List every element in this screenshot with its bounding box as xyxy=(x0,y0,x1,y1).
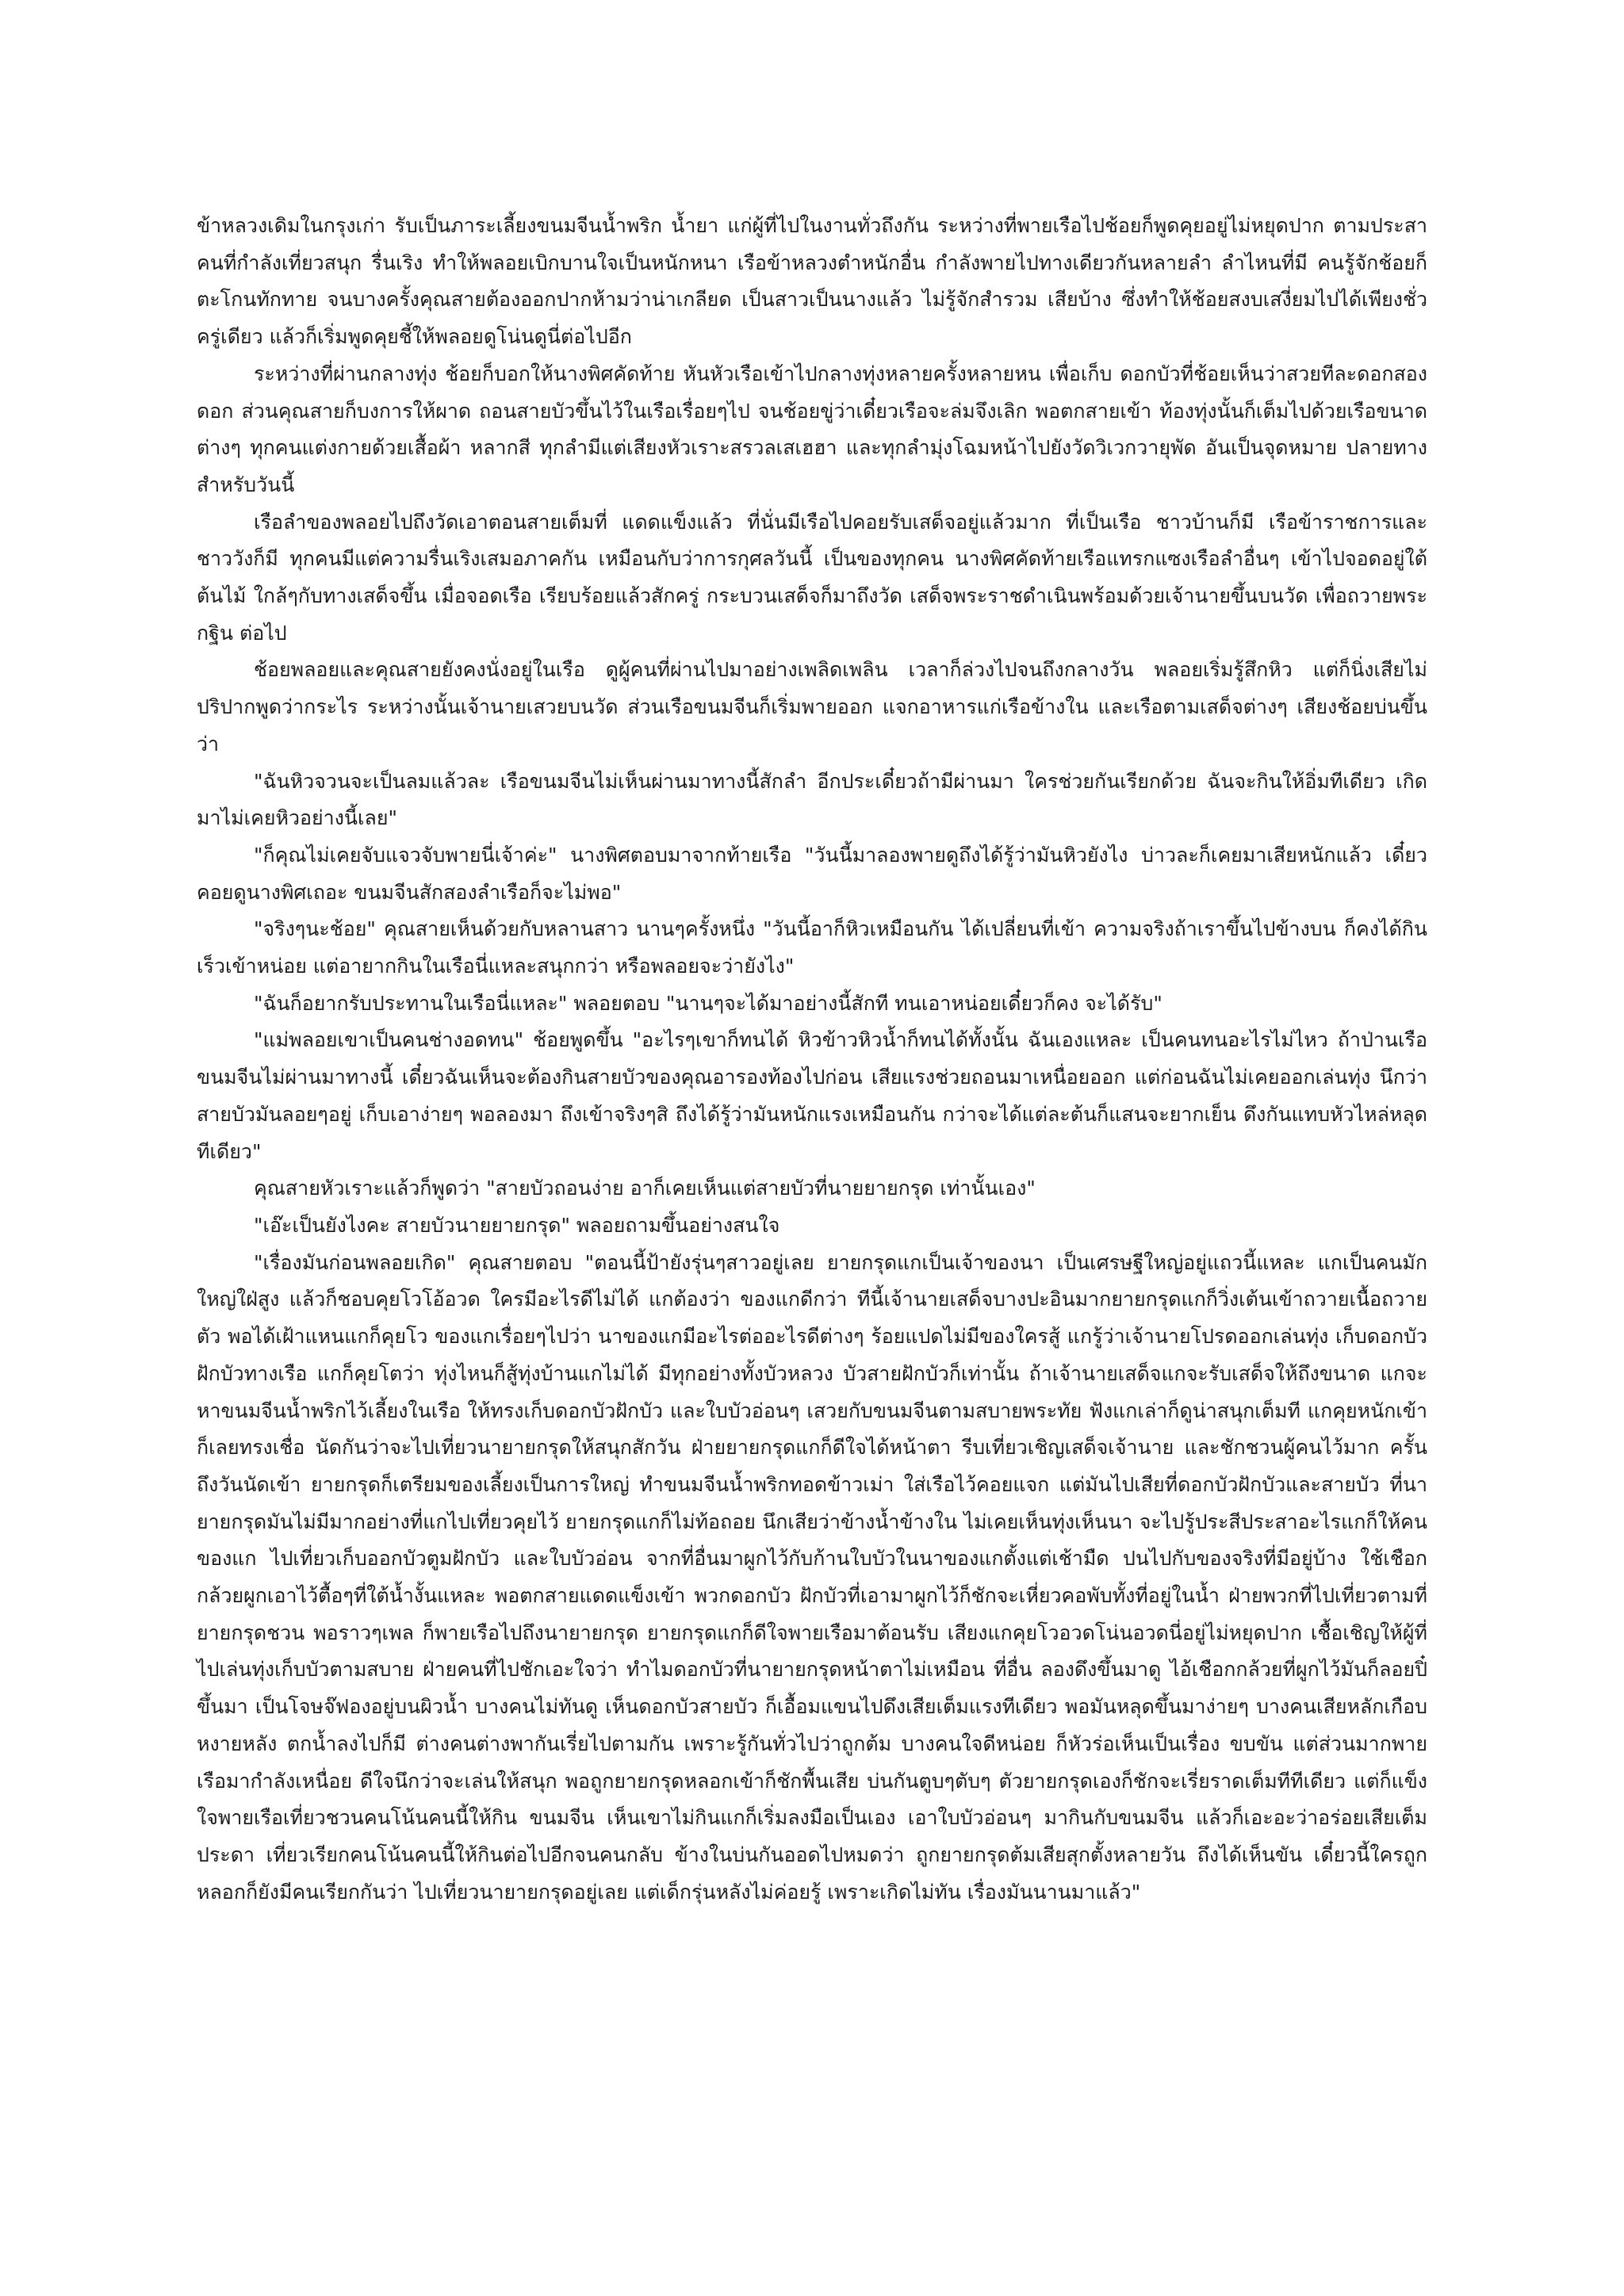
paragraph-4: ช้อยพลอยและคุณสายยังคงนั่งอยู่ในเรือ ดูผู้คนที่ผ่านไปมาอย่างเพลิดเพลิน เวลาก็ล่วงไปจนถึงกลางวัน พลอยเริ่มรู้สึกหิว แต่ก็นิ่งเสียไม่ปริปากพูดว่ากระไร ระหว่างนั้นเจ้านายเสวยบนวัด ส่วนเรือขนมจีนก็เริ่มพายออก แจกอาหารแก่เรือข้างใน และเรือตามเสด็จต่างๆ เสียงช้อยบ่นขึ้นว่า xyxy=(197,658,1427,756)
paragraph-8: "ฉันก็อยากรับประทานในเรือนี่แหละ" พลอยตอบ "นานๆจะได้มาอย่างนี้สักที ทนเอาหน่อยเดี๋ยวก็คง จะได้รับ" xyxy=(254,991,1162,1015)
paragraph-10: คุณสายหัวเราะแล้วก็พูดว่า "สายบัวถอนง่าย อาก็เคยเห็นแต่สายบัวที่นายยายกรุด เท่านั้นเอง" xyxy=(254,1177,1036,1200)
paragraph-7: "จริงๆนะช้อย" คุณสายเห็นด้วยกับหลานสาว นานๆครั้งหนึ่ง "วันนี้อาก็หิวเหมือนกัน ได้เปลี่ยนที่เข้า ความจริงถ้าเราขึ้นไปข้างบน ก็คงได้กินเร็วเข้าหน่อย แต่อายากกินในเรือนี่แหละสนุกกว่า หรือพลอยจะว่ายังไง" xyxy=(197,917,1427,978)
paragraph-3: เรือลำของพลอยไปถึงวัดเอาตอนสายเต็มที่ แดดแข็งแล้ว ที่นั่นมีเรือไปคอยรับเสด็จอยู่แล้วมาก ที่เป็นเรือ ชาวบ้านก็มี เรือข้าราชการและชาววังก็มี ทุกคนมีแต่ความรื่นเริงเสมอภาคกัน เหมือนกับว่าการกุศลวันนี้ เป็นของทุกคน นางพิศคัดท้ายเรือแทรกแซงเรือลำอื่นๆ เข้าไปจอดอยู่ใต้ต้นไม้ ใกล้ๆกับทางเสด็จขึ้น เมื่อจอดเรือ เรียบร้อยแล้วสักครู่ กระบวนเสด็จก็มาถึงวัด เสด็จพระราชดำเนินพร้อมด้วยเจ้านายขึ้นบนวัด เพื่อถวายพระกฐิน ต่อไป xyxy=(197,510,1427,645)
document-page xyxy=(197,208,1427,1911)
paragraph-6: "ก็คุณไม่เคยจับแจวจับพายนี่เจ้าค่ะ" นางพิศตอบมาจากท้ายเรือ "วันนี้มาลองพายดูถึงได้รู้ว่ามันหิวยังไง บ่าวละก็เคยมาเสียหนักแล้ว เดี๋ยวคอยดูนางพิศเถอะ ขนมจีนสักสองลำเรือก็จะไม่พอ" xyxy=(197,843,1427,904)
paragraph-1: ข้าหลวงเดิมในกรุงเก่า รับเป็นภาระเลี้ยงขนมจีนน้ำพริก น้ำยา แก่ผู้ที่ไปในงานทั่วถึงกัน ระหว่างที่พายเรือไปช้อยก็พูดคุยอยู่ไม่หยุดปาก ตามประสาคนที่กำลังเที่ยวสนุก รื่นเริง ทำให้พลอยเบิกบานใจเป็นหนักหนา เรือข้าหลวงตำหนักอื่น กำลังพายไปทางเดียวกันหลายลำ ลำไหนที่มี คนรู้จักช้อยก็ตะโกนทักทาย จนบางครั้งคุณสายต้องออกปากห้ามว่าน่าเกลียด เป็นสาวเป็นนางแล้ว ไม่รู้จักสำรวม เสียบ้าง ซึ่งทำให้ช้อยสงบเสงี่ยมไปได้เพียงชั่วครู่เดียว แล้วก็เริ่มพูดคุยชี้ให้พลอยดูโน่นดูนี่ต่อไปอีก xyxy=(197,214,1427,349)
paragraph-2: ระหว่างที่ผ่านกลางทุ่ง ช้อยก็บอกให้นางพิศคัดท้าย หันหัวเรือเข้าไปกลางทุ่งหลายครั้งหลายหน เพื่อเก็บ ดอกบัวที่ช้อยเห็นว่าสวยทีละดอกสองดอก ส่วนคุณสายก็บงการให้ผาด ถอนสายบัวขึ้นไว้ในเรือเรื่อยๆไป จนช้อยขู่ว่าเดี๋ยวเรือจะล่มจึงเลิก พอตกสายเข้า ท้องทุ่งนั้นก็เต็มไปด้วยเรือขนาดต่างๆ ทุกคนแต่งกายด้วยเสื้อผ้า หลากสี ทุกลำมีแต่เสียงหัวเราะสรวลเสเฮฮา และทุกลำมุ่งโฉมหน้าไปยังวัดวิเวกวายุพัด อันเป็นจุดหมาย ปลายทาง สำหรับวันนี้ xyxy=(197,362,1427,496)
paragraph-5: "ฉันหิวจวนจะเป็นลมแล้วละ เรือขนมจีนไม่เห็นผ่านมาทางนี้สักลำ อีกประเดี๋ยวถ้ามีผ่านมา ใครช่วยกันเรียกด้วย ฉันจะกินให้อิ่มทีเดียว เกิดมาไม่เคยหิวอย่างนี้เลย" xyxy=(197,769,1427,830)
paragraph-11: "เอ๊ะเป็นยังไงคะ สายบัวนายยายกรุด" พลอยถามขึ้นอย่างสนใจ xyxy=(254,1213,780,1237)
paragraph-12: "เรื่องมันก่อนพลอยเกิด" คุณสายตอบ "ตอนนี้ป้ายังรุ่นๆสาวอยู่เลย ยายกรุดแกเป็นเจ้าของนา เป็นเศรษฐีใหญ่อยู่แถวนี้แหละ แกเป็นคนมักใหญ่ใฝ่สูง แล้วก็ชอบคุยโวโอ้อวด ใครมีอะไรดีไม่ได้ แกต้องว่า ของแกดีกว่า ทีนี้เจ้านายเสด็จบางปะอินมากยายกรุดแกก็วิ่งเต้นเข้าถวายเนื้อถวายตัว พอได้เฝ้าแหนแกก็คุยโว ของแกเรื่อยๆไปว่า นาของแกมีอะไรต่ออะไรดีต่างๆ ร้อยแปดไม่มีของใครสู้ แกรู้ว่าเจ้านายโปรดออกเล่นทุ่ง เก็บดอกบัวฝักบัวทางเรือ แกก็คุยโตว่า ทุ่งไหนก็สู้ทุ่งบ้านแกไม่ได้ มีทุกอย่างทั้งบัวหลวง บัวสายฝักบัวก็เท่านั้น ถ้าเจ้านายเสด็จแกจะรับเสด็จให้ถึงขนาด แกจะหาขนมจีนน้ำพริกไว้เลี้ยงในเรือ ให้ทรงเก็บดอกบัวฝักบัว และใบบัวอ่อนๆ เสวยกับขนมจีนตามสบายพระทัย ฟังแกเล่าก็ดูน่าสนุกเต็มที แกคุยหนักเข้าก็เลยทรงเชื่อ นัดกันว่าจะไปเที่ยวนายายกรุดให้สนุกสักวัน ฝ่ายยายกรุดแกก็ดีใจได้หน้าตา รีบเที่ยวเชิญเสด็จเจ้านาย และชักชวนผู้คนไว้มาก ครั้นถึงวันนัดเข้า ยายกรุดก็เตรียมของเลี้ยงเป็นการใหญ่ ทำขนมจีนน้ำพริกทอดข้าวเม่า ใส่เรือไว้คอยแจก แต่มันไปเสียที่ดอกบัวฝักบัวและสายบัว ที่นายายกรุดมันไม่มีมากอย่างที่แกไปเที่ยวคุยไว้ ยายกรุดแกก็ไม่ท้อถอย นึกเสียว่าข้างน้ำข้างใน ไม่เคยเห็นทุ่งเห็นนา จะไปรู้ประสีประสาอะไรแกก็ให้คนของแก ไปเที่ยวเก็บออกบัวตูมฝักบัว และใบบัวอ่อน จากที่อื่นมาผูกไว้กับก้านใบบัวในนาของแกตั้งแต่เช้ามืด ปนไปกับของจริงที่มีอยู่บ้าง ใช้เชือกกล้วยผูกเอาไว้ตื้อๆที่ใต้น้ำงั้นแหละ พอตกสายแดดแข็งเข้า พวกดอกบัว ฝักบัวที่เอามาผูกไว้ก็ชักจะเหี่ยวคอพับทั้งที่อยู่ในน้ำ ฝ่ายพวกที่ไปเที่ยวตามที่ยายกรุดชวน พอราวๆเพล ก็พายเรือไปถึงนายายกรุด ยายกรุดแกก็ดีใจพายเรือมาต้อนรับ เสียงแกคุยโวอวดโน่นอวดนี่อยู่ไม่หยุดปาก เชื้อเชิญให้ผู้ที่ไปเล่นทุ่งเก็บบัวตามสบาย ฝ่ายคนที่ไปชักเอะใจว่า ทำไมดอกบัวที่นายายกรุดหน้าตาไม่เหมือน ที่อื่น ลองดึงขึ้นมาดู ไอ้เชือกกล้วยที่ผูกไว้มันก็ลอยปิ๋ขึ้นมา เป็นโจษจ๊ฟองอยู่บนผิวน้ำ บางคนไม่ทันดู เห็นดอกบัวสายบัว ก็เอื้อมแขนไปดึงเสียเต็มแรงทีเดียว พอมันหลุดขึ้นมาง่ายๆ บางคนเสียหลักเกือบหงายหลัง ตกน้ำลงไปก็มี ต่างคนต่างพากันเรี่ยไปตามกัน เพราะรู้กันทั่วไปว่าถูกต้ม บางคนใจดีหน่อย ก็หัวร่อเห็นเป็นเรื่อง ขบขัน แต่ส่วนมากพายเรือมากำลังเหนื่อย ดีใจนึกว่าจะเล่นให้สนุก พอถูกยายกรุดหลอกเข้าก็ชักพื้นเสีย บ่นกันตูบๆตับๆ ตัวยายกรุดเองก็ชักจะเรี่ยราดเต็มทีทีเดียว แต่ก็แข็งใจพายเรือเที่ยวชวนคนโน้นคนนี้ให้กิน ขนมจีน เห็นเขาไม่กินแกก็เริ่มลงมือเป็นเอง เอาใบบัวอ่อนๆ มากินกับขนมจีน แล้วก็เอะอะว่าอร่อยเสียเต็มประดา เที่ยวเรียกคนโน้นคนนี้ให้กินต่อไปอีกจนคนกลับ ข้างในบ่นกันออดไปหมดว่า ถูกยายกรุดต้มเสียสุกตั้งหลายวัน ถึงได้เห็นขัน เดี๋ยวนี้ใครถูกหลอกก็ยังมีคนเรียกกันว่า ไปเที่ยวนายายกรุดอยู่เลย แต่เด็กรุ่นหลังไม่ค่อยรู้ เพราะเกิดไม่ทัน เรื่องมันนานมาแล้ว" xyxy=(197,1250,1428,1904)
paragraph-9: "แม่พลอยเขาเป็นคนช่างอดทน" ช้อยพูดขึ้น "อะไรๆเขาก็ทนได้ หิวข้าวหิวน้ำก็ทนได้ทั้งนั้น ฉันเองแหละ เป็นคนทนอะไรไม่ไหว ถ้าป่านเรือขนมจีนไม่ผ่านมาทางนี้ เดี๋ยวฉันเห็นจะต้องกินสายบัวของคุณอารองท้องไปก่อน เสียแรงช่วยถอนมาเหนื่อยออก แต่ก่อนฉันไม่เคยออกเล่นทุ่ง นึกว่าสายบัวมันลอยๆอยู่ เก็บเอาง่ายๆ พอลองมา ถึงเข้าจริงๆสิ ถึงได้รู้ว่ามันหนักแรงเหมือนกัน กว่าจะได้แต่ละต้นก็แสนจะยากเย็น ดึงกันแทบหัวไหล่หลุดทีเดียว" xyxy=(197,1028,1427,1163)
